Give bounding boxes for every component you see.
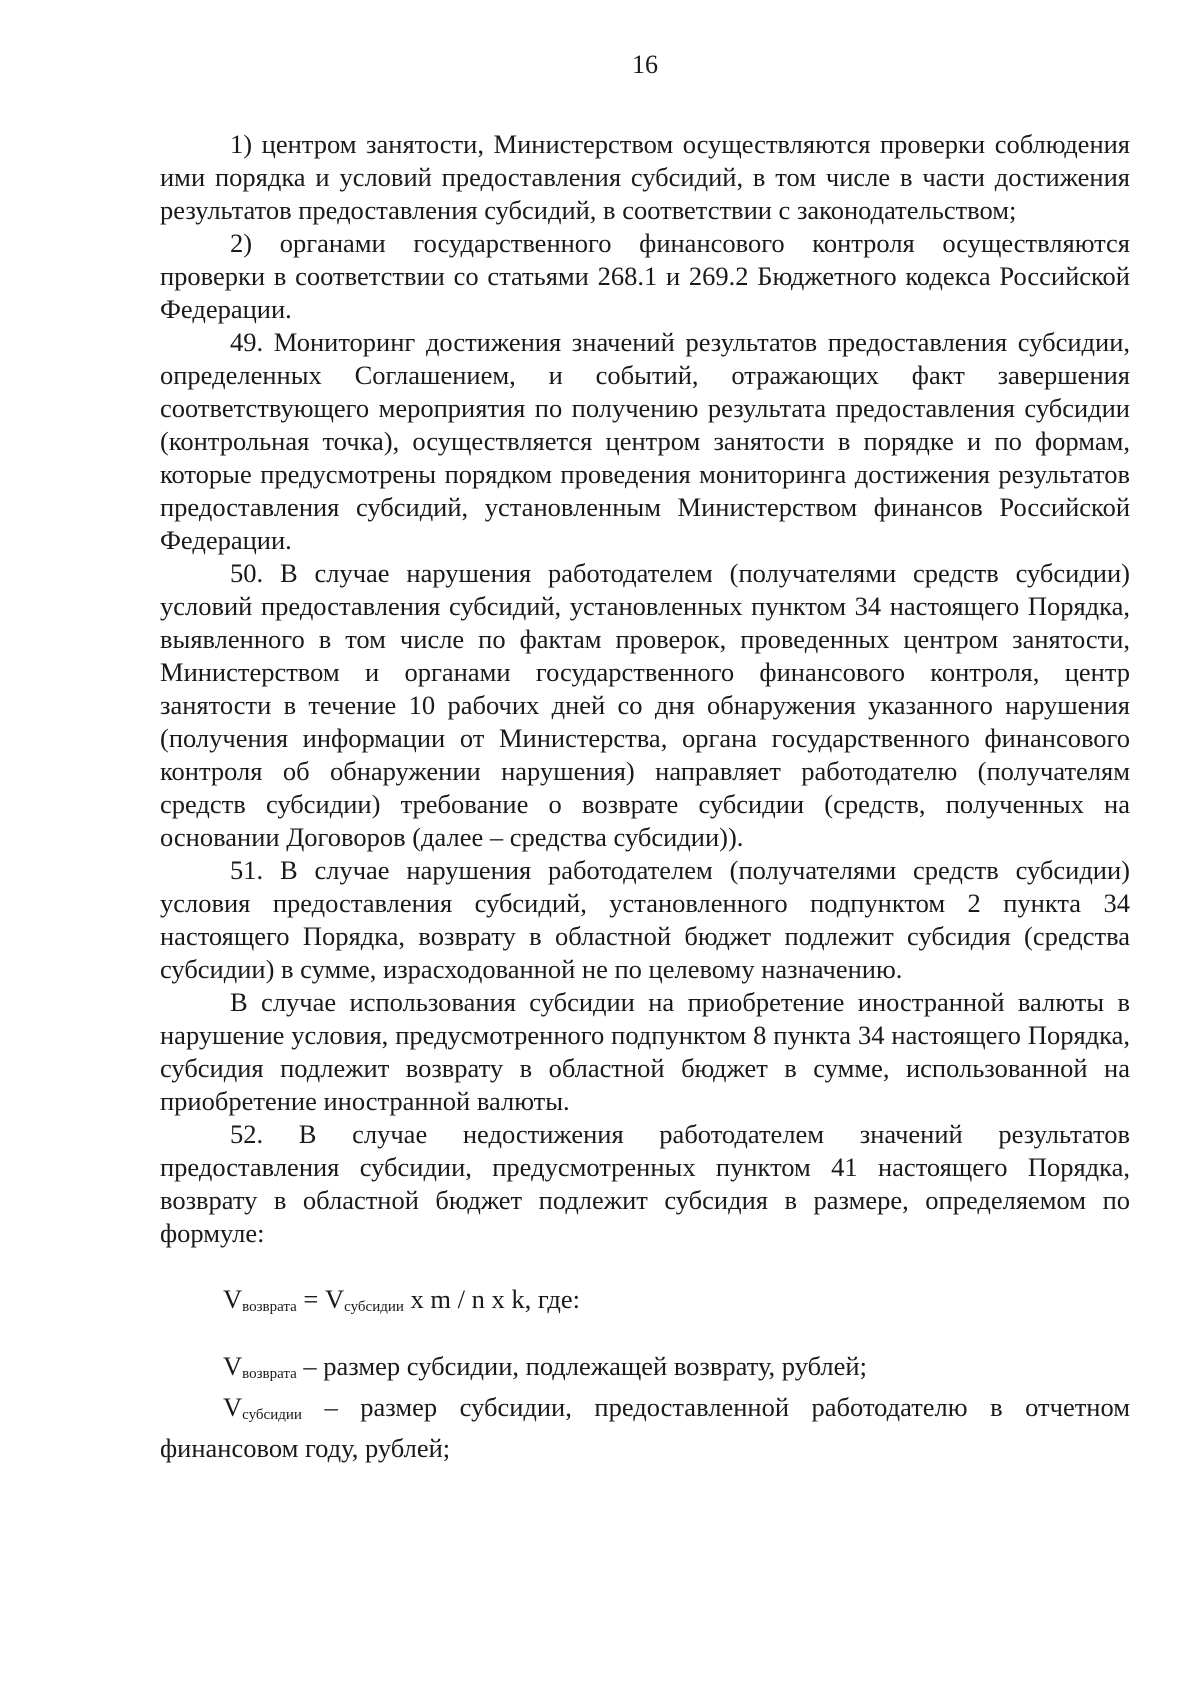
formula-lhs-subscript: возврата bbox=[242, 1299, 297, 1315]
paragraph-49: 49. Мониторинг достижения значений результатов предоставления субсидии, определенных Соглашением, и событий, отражающих факт завершения соответствующего мероприятия по получению результата предоставления субсидии (контрольная точка), осуществляется центром занятости в порядке и по формам, которые предусмотрены порядком проведения мониторинга достижения результатов предоставления субсидий, установленным Министерством финансов Российской Федерации. bbox=[160, 327, 1130, 555]
formula-rhs-subscript: субсидии bbox=[344, 1299, 404, 1315]
paragraph-51-currency: В случае использования субсидии на приобретение иностранной валюты в нарушение условия, предусмотренного подпунктом 8 пункта 34 настоящего Порядка, субсидия подлежит возврату в областной бюджет в сумме, использованной на приобретение иностранной валюты. bbox=[160, 987, 1130, 1116]
definition-v-subsidy bbox=[160, 1391, 1130, 1465]
formula-rhs-symbol: V bbox=[325, 1284, 345, 1314]
definition-subscript: субсидии bbox=[242, 1407, 302, 1423]
definition-symbol: V bbox=[223, 1392, 243, 1422]
paragraph-item-1: 1) центром занятости, Министерством осуществляются проверки соблюдения ими порядка и условий предоставления субсидий, в том числе в части достижения результатов предоставления субсидий, в соответствии с законодательством; bbox=[160, 129, 1130, 225]
document-body bbox=[160, 128, 1130, 1465]
paragraph-52: 52. В случае недостижения работодателем значений результатов предоставления субсидии, предусмотренных пунктом 41 настоящего Порядка, возврату в областной бюджет подлежит субсидия в размере, определяемом по формуле: bbox=[160, 1119, 1130, 1248]
definition-v-return bbox=[160, 1350, 1130, 1391]
paragraph-item-2: 2) органами государственного финансового контроля осуществляются проверки в соответствии со статьями 268.1 и 269.2 Бюджетного кодекса Российской Федерации. bbox=[160, 228, 1130, 324]
paragraph-50: 50. В случае нарушения работодателем (получателями средств субсидии) условий предоставления субсидий, установленных пунктом 34 настоящего Порядка, выявленного в том числе по фактам проверок, проведенных центром занятости, Министерством и органами государственного финансового контроля, центр занятости в течение 10 рабочих дней со дня обнаружения указанного нарушения (получения информации от Министерства, органа государственного финансового контроля об обнаружении нарушения) направляет работодателю (получателям средств субсидии) требование о возврате субсидии (средств, полученных на основании Договоров (далее – средства субсидии)). bbox=[160, 558, 1130, 852]
formula-rhs-rest: x m / n x k, где: bbox=[410, 1284, 581, 1314]
definition-subscript: возврата bbox=[242, 1366, 297, 1382]
page-number: 16 bbox=[632, 50, 658, 79]
paragraph-51: 51. В случае нарушения работодателем (получателями средств субсидии) условия предоставления субсидий, установленного подпунктом 2 пункта 34 настоящего Порядка, возврату в областной бюджет подлежит субсидия (средства субсидии) в сумме, израсходованной не по целевому назначению. bbox=[160, 855, 1130, 984]
definition-text: – размер субсидии, предоставленной работодателю в отчетном финансовом году, рублей; bbox=[160, 1392, 1131, 1463]
return-formula bbox=[160, 1283, 1130, 1324]
formula-lhs-symbol: V bbox=[223, 1284, 243, 1314]
definition-symbol: V bbox=[223, 1351, 243, 1381]
formula-equals: = bbox=[303, 1284, 319, 1314]
definition-text: – размер субсидии, подлежащей возврату, рублей; bbox=[303, 1351, 867, 1381]
